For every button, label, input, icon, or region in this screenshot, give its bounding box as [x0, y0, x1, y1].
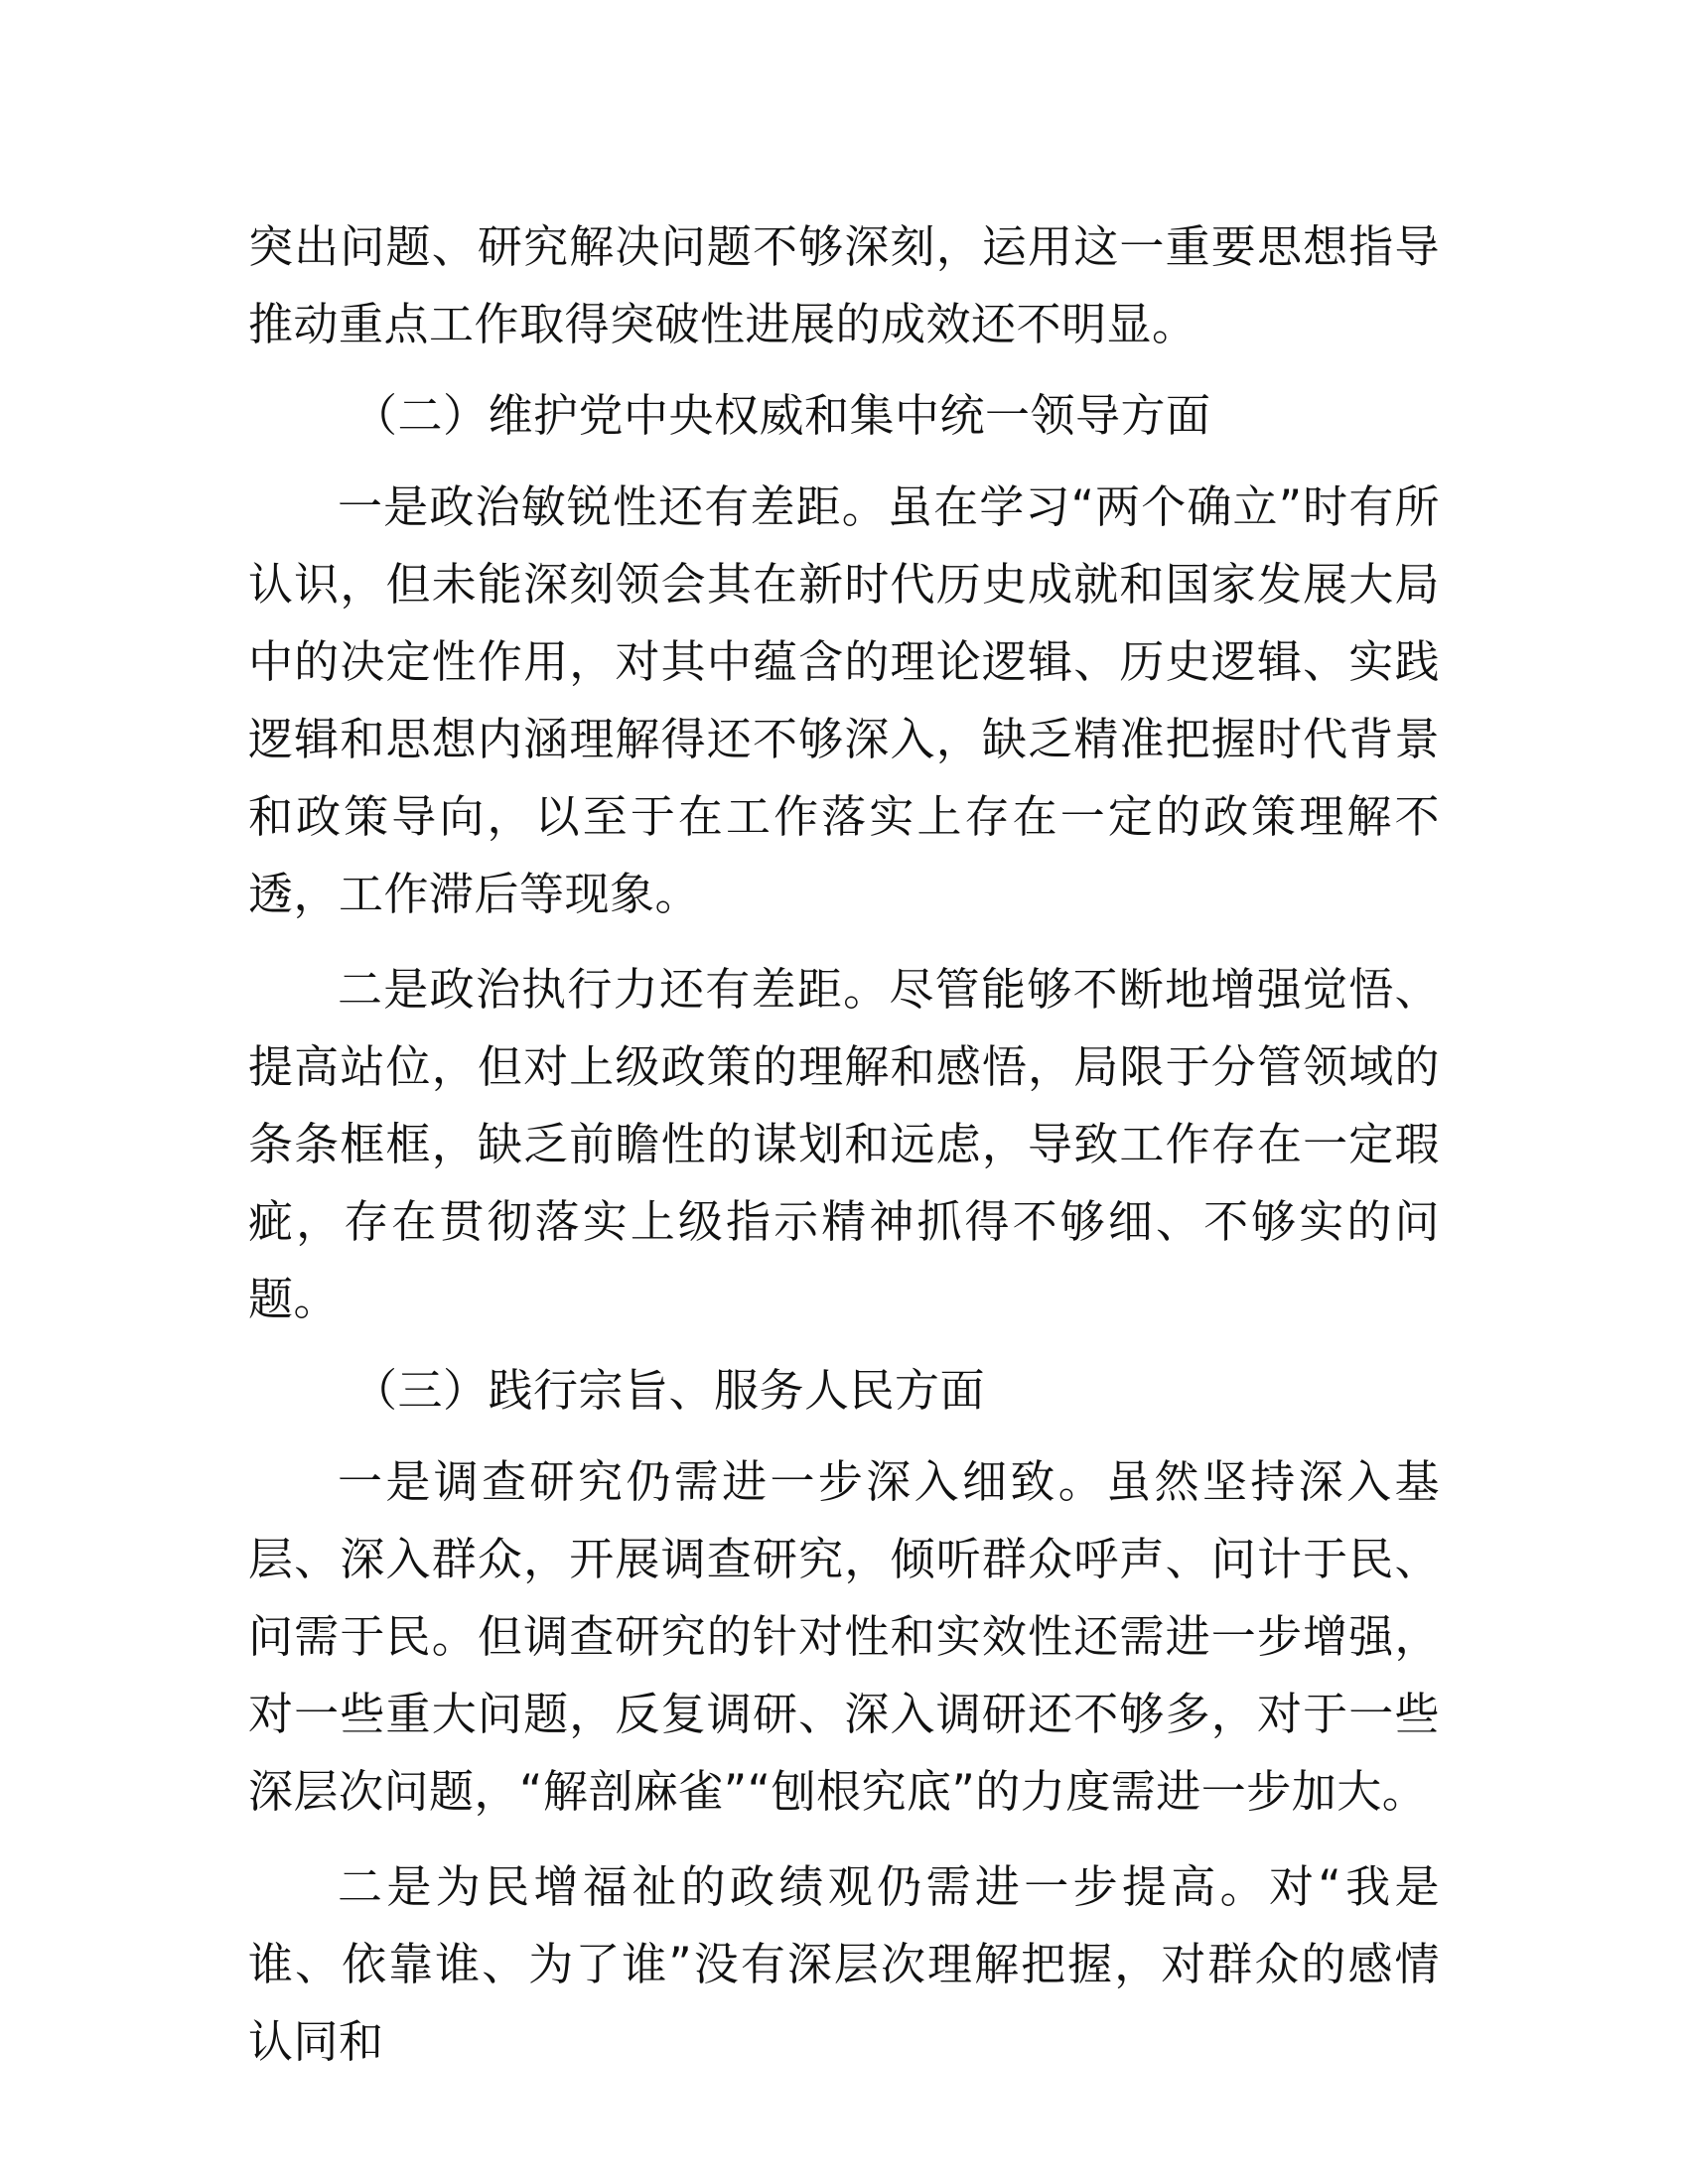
- paragraph-political-sensitivity: 一是政治敏锐性还有差距。虽在学习“两个确立”时有所认识，但未能深刻领会其在新时代历史成就和国家发展大局中的决定性作用，对其中蕴含的理论逻辑、历史逻辑、实践逻辑和思想内涵理解得还不够深入，缺乏精准把握时代背景和政策导向，以至于在工作落实上存在一定的政策理解不透，工作滞后等现象。: [248, 480, 1440, 920]
- section-heading-2: （二）维护党中央权威和集中统一领导方面: [352, 389, 1211, 442]
- paragraph-political-execution: 二是政治执行力还有差距。尽管能够不断地增强觉悟、提高站位，但对上级政策的理解和感悟，局限于分管领域的条条框框，缺乏前瞻性的谋划和远虑，导致工作存在一定瑕疵，存在贯彻落实上级指示精神抓得不够细、不够实的问题。: [248, 963, 1440, 1325]
- document-body: [248, 208, 1440, 2081]
- paragraph-investigation-research: 一是调查研究仍需进一步深入细致。虽然坚持深入基层、深入群众，开展调查研究，倾听群众呼声、问计于民、问需于民。但调查研究的针对性和实效性还需进一步增强，对一些重大问题，反复调研、深入调研还不够多，对于一些深层次问题，“解剖麻雀”“刨根究底”的力度需进一步加大。: [248, 1455, 1440, 1818]
- section-heading-3: （三）践行宗旨、服务人民方面: [352, 1364, 986, 1417]
- paragraph-continuation: 突出问题、研究解决问题不够深刻，运用这一重要思想指导推动重点工作取得突破性进展的成效还不明显。: [248, 220, 1440, 350]
- paragraph-people-welfare: 二是为民增福祉的政绩观仍需进一步提高。对“我是谁、依靠谁、为了谁”没有深层次理解把握，对群众的感情认同和: [248, 1860, 1440, 2068]
